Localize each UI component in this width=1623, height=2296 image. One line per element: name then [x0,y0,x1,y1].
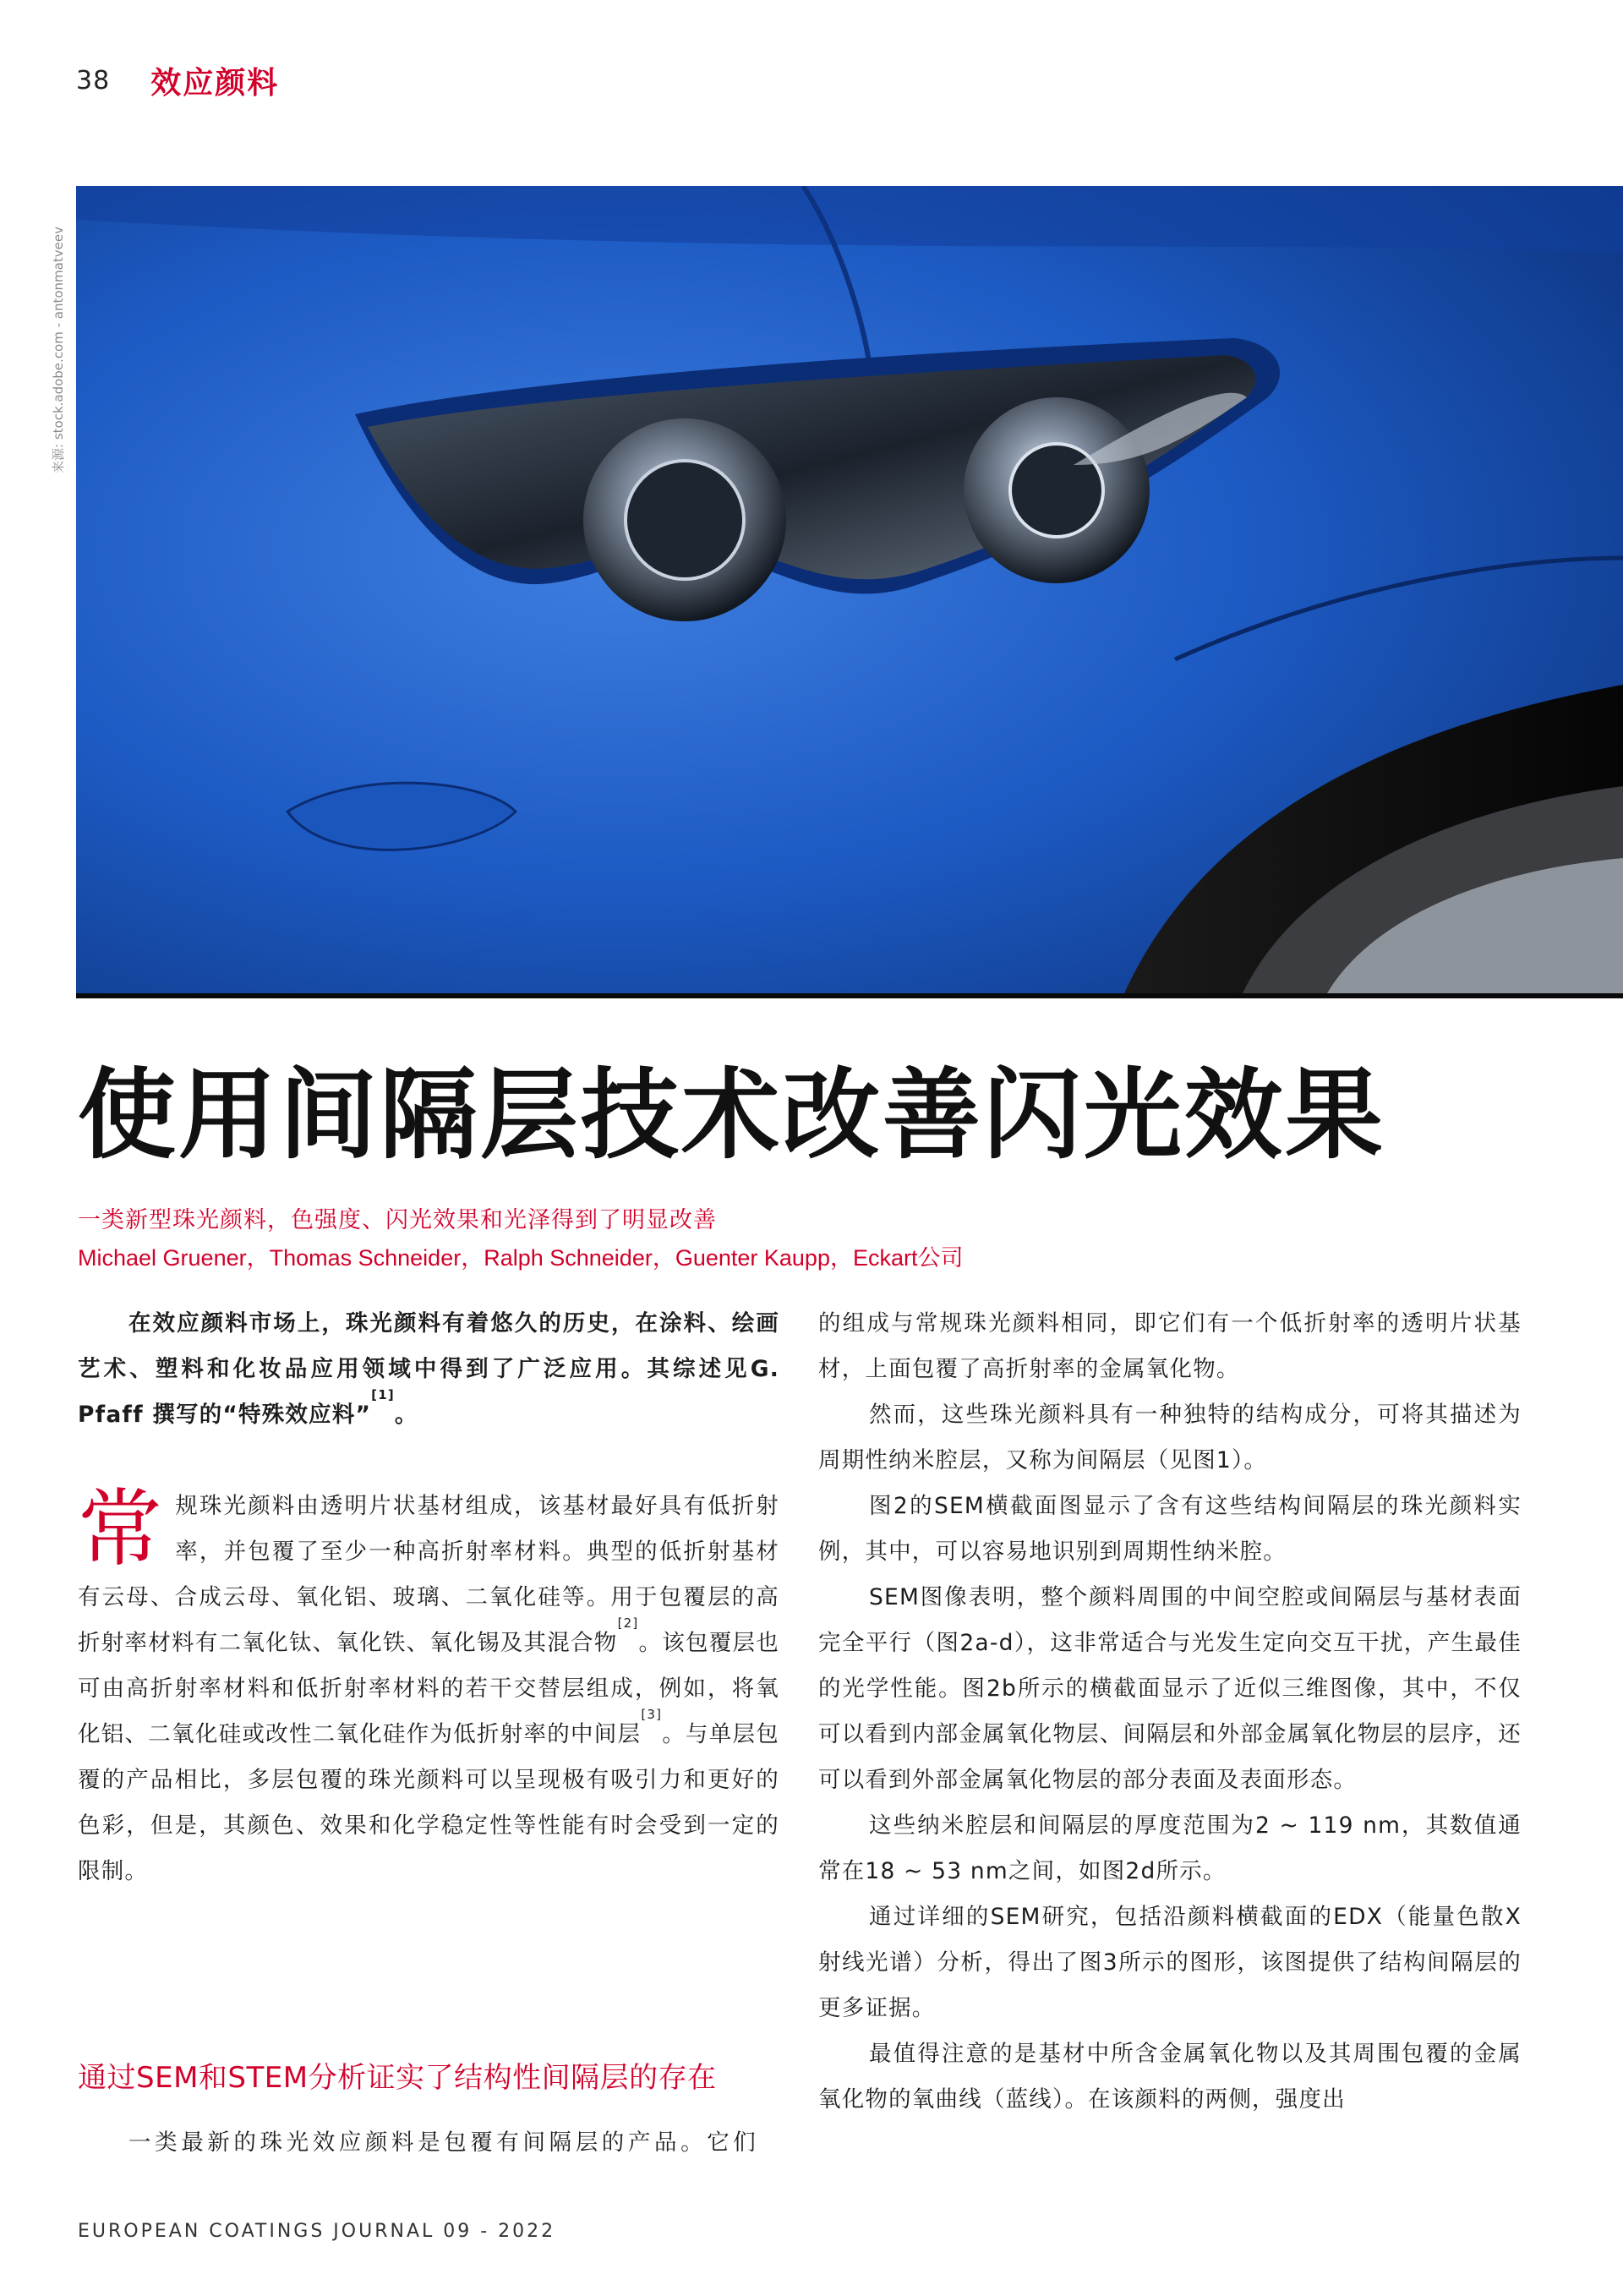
right-paragraph: 最值得注意的是基材中所含金属氧化物以及其周围包覆的金属氧化物的氧曲线（蓝线）。在该颜料的两侧，强度出 [818,2041,1522,2113]
right-column [818,1301,1522,2123]
journal-footer: EUROPEAN COATINGS JOURNAL 09 - 2022 [78,2221,556,2242]
hero-image [76,186,1623,993]
photo-credit-text: 来源: stock.adobe.com - antonmatveev [51,227,66,473]
article-authors: Michael Gruener，Thomas Schneider，Ralph Schneider，Guenter Kaupp，Eckart公司 [78,1245,964,1271]
right-paragraph: 通过详细的SEM研究，包括沿颜料横截面的EDX（能量色散X射线光谱）分析，得出了图3所示的图形，该图提供了结构间隔层的更多证据。 [818,1904,1522,2021]
page-header [76,59,279,101]
page-number: 38 [76,65,111,96]
lead-end: 。 [394,1402,418,1428]
reference-1: [1] [371,1387,395,1402]
left-column-last-paragraph: 一类最新的珠光效应颜料是包覆有间隔层的产品。它们 [128,2129,760,2156]
section-title: 效应颜料 [150,65,280,101]
body-text-1: 规珠光颜料由透明片状基材组成，该基材最好具有低折射率，并包覆了至少一种高折射率材料。典型的低折射基材有云母、合成云母、氧化铝、玻璃、二氧化硅等。用于包覆层的高折射率材料有二氧化钛、氧化铁、氧化锡及其混合物 [78,1493,779,1656]
reference-2: [2] [617,1615,639,1631]
right-paragraph: 这些纳米腔层和间隔层的厚度范围为2 ~ 119 nm，其数值通常在18 ~ 53 nm之间，如图2d所示。 [818,1812,1522,1884]
left-column [78,1301,779,1894]
image-divider [76,993,1623,998]
right-paragraph: 图2的SEM横截面图显示了含有这些结构间隔层的珠光颜料实例，其中，可以容易地识别到周期性纳米腔。 [818,1493,1522,1565]
drop-cap: 常 [78,1479,164,1578]
article-title: 使用间隔层技术改善闪光效果 [78,1058,1385,1173]
right-paragraph: 的组成与常规珠光颜料相同，即它们有一个低折射率的透明片状基材，上面包覆了高折射率的金属氧化物。 [818,1310,1522,1382]
body-paragraph [78,1479,780,1894]
right-paragraph: 然而，这些珠光颜料具有一种独特的结构成分，可将其描述为周期性纳米腔层，又称为间隔层（见图1）。 [818,1402,1522,1473]
right-paragraph: SEM图像表明，整个颜料周围的中间空腔或间隔层与基材表面完全平行（图2a-d），这非常适合与光发生定向交互干扰，产生最佳的光学性能。图2b所示的横截面显示了近似三维图像，其中，不仅可以看到内部金属氧化物层、间隔层和外部金属氧化物层的层序，还可以看到外部金属氧化物层的部分表面及表面形态。 [818,1584,1522,1793]
reference-3: [3] [641,1707,663,1722]
article-subtitle: 一类新型珠光颜料，色强度、闪光效果和光泽得到了明显改善 [78,1207,717,1233]
car-headlight-illustration [76,186,1623,993]
lead-paragraph [78,1301,779,1438]
body-text-2: 。该包覆层也可由高折射率材料和低折射率材料的若干交替层组成，例如，将氧化铝、二氧化硅或改性二氧化硅作为低折射率的中间层 [78,1630,780,1747]
section-heading: 通过SEM和STEM分析证实了结构性间隔层的存在 [78,2061,717,2095]
body-text-3: 。与单层包覆的产品相比，多层包覆的珠光颜料可以呈现极有吸引力和更好的色彩，但是，其颜色、效果和化学稳定性等性能有时会受到一定的限制。 [78,1721,779,1884]
lead-text: 在效应颜料市场上，珠光颜料有着悠久的历史，在涂料、绘画艺术、塑料和化妆品应用领域中得到了广泛应用。其综述见G. Pfaff 撰写的“特殊效应料” [78,1310,779,1428]
